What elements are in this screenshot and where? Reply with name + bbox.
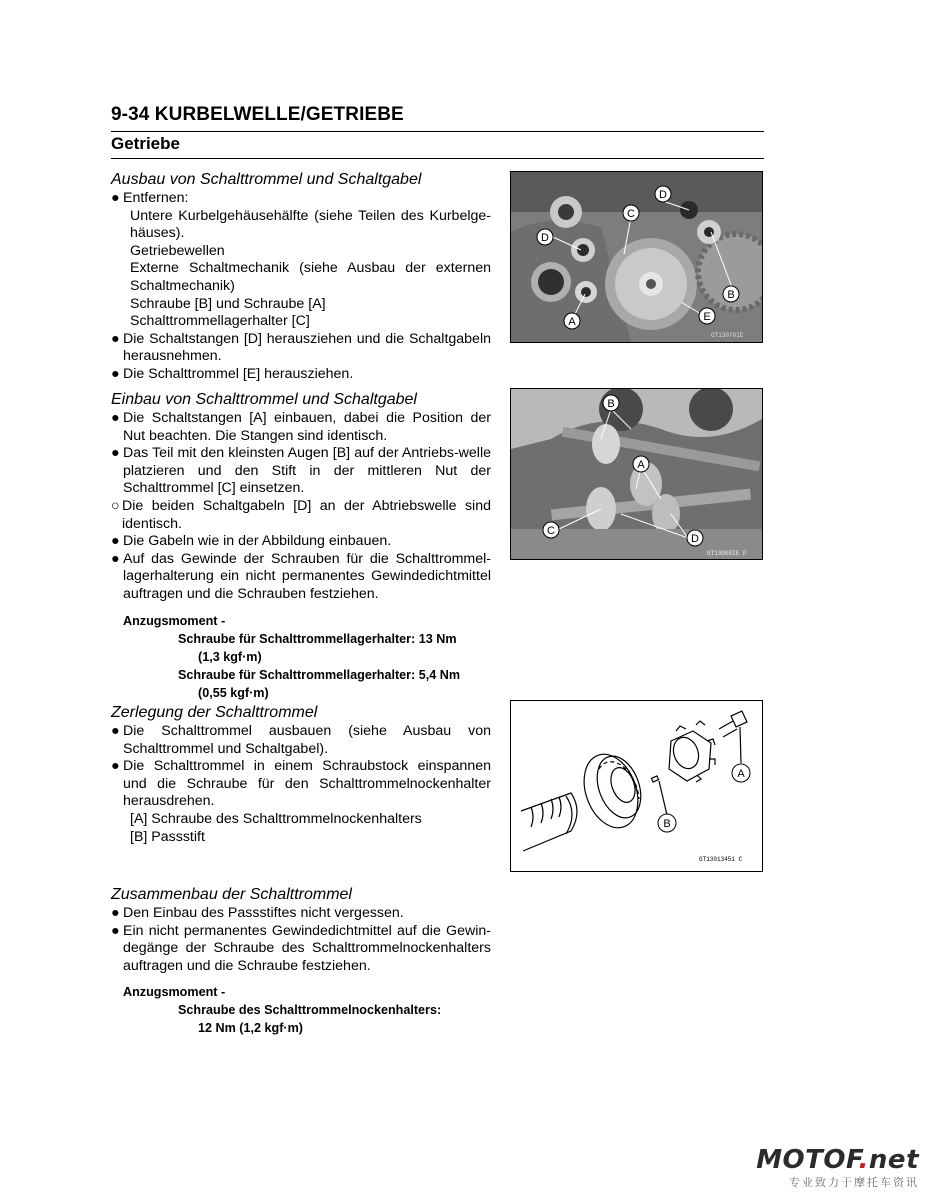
callout-B: B [663,818,671,830]
list-item: ● Die Schaltstangen [D] herausziehen und die Schaltgabeln herausnehmen. [111,330,491,365]
list-item: ● Die Schalttrommel ausbauen (siehe Ausbau von Schalttrommel und Schaltgabel). [111,723,491,757]
figure-code: GT13013451 C [699,856,743,863]
callout-B: B [607,398,615,410]
sub-item: Schraube [B] und Schraube [A] [130,295,326,312]
figure-shift-drum-disassembly [510,700,763,872]
logo-brand: MOTOF.net [756,1145,919,1175]
list-item: ● Die Schaltstangen [A] einbauen, dabei die Position der Nut beachten. Die Stangen sind identisch. [111,410,491,444]
list-item: ● Die Schalttrommel [E] herausziehen. [111,365,354,382]
list-item: ● Die Schalttrommel in einem Schraubstock einspannen und die Schraube für den Schalttrommelnockenhalter herausdrehen. [111,758,491,810]
list-item: ● Entfernen: [111,190,189,206]
sub-item: [B] Passstift [130,828,205,845]
logo-tagline: 专业致力于摩托车资讯 [789,1177,919,1189]
torque-heading: Anzugsmoment - [123,613,226,628]
torque-heading: Anzugsmoment - [123,985,226,1000]
zusammenbau-title: Zusammenbau der Schalttrommel [111,886,352,903]
figure-shift-drum-removal [510,171,763,343]
section-ausbau [111,170,491,384]
list-item: ● Das Teil mit den kleinsten Augen [B] auf der Antriebs-welle platzieren und den Stift in der mittleren Nut der Schalttrommel [C] einsetzen. [111,445,491,497]
callout-D: D [659,189,667,201]
ausbau-title: Ausbau von Schalttrommel und Schaltgabel [111,171,422,188]
list-item: ● Die Gabeln wie in der Abbildung einbauen. [111,533,392,550]
header-rule [111,131,764,132]
list-item: ● Auf das Gewinde der Schrauben für die Schalttrommel-lagerhalterung ein nicht permanentes Gewindedichtmittel auftragen und die Schrauben festziehen. [111,550,491,602]
figure-code: GT13070IE [711,332,744,339]
sub-item: [A] Schraube des Schalttrommelnockenhalters [130,810,422,827]
section-zerlegung [111,703,491,846]
section-zusammenbau [111,885,491,1037]
callout-C: C [627,208,635,220]
callout-A: A [568,316,576,328]
section-title: Getriebe [111,134,180,153]
list-item: ● Den Einbau des Passstiftes nicht vergessen. [111,905,404,921]
einbau-title: Einbau von Schalttrommel und Schaltgabel [111,391,417,408]
page-title: 9-34 KURBELWELLE/GETRIEBE [111,104,404,125]
callout-E: E [703,311,711,323]
section-einbau [111,390,491,702]
sub-item: Untere Kurbelgehäusehälfte (siehe Teilen des Kurbelge-häuses). [130,207,491,242]
figure-code: GT13008IE P [707,550,747,557]
sub-item: Getriebewellen [130,242,225,259]
callout-B: B [727,289,735,301]
torque-spec: Schraube des Schalttrommelnockenhalters: 12 Nm (1,2 kgf·m) [178,1003,442,1036]
callout-D: D [541,232,549,244]
subheader-rule [111,158,764,159]
note-item: ○ Die beiden Schaltgabeln [D] an der Abtriebswelle sind identisch. [111,497,491,532]
list-item: ● Ein nicht permanentes Gewindedichtmittel auf die Gewin-degänge der Schraube des Schalttrommelnockenhalters auftragen und die Schraube festziehen. [111,922,491,974]
sub-item: Schalttrommellagerhalter [C] [130,313,310,330]
sub-item: Externe Schaltmechanik (siehe Ausbau der externen Schaltmechanik) [130,260,491,294]
torque-spec: Schraube für Schalttrommellagerhalter: 13 Nm (1,3 kgf·m) Schraube für Schalttrommellagerhalter: 5,4 Nm (0,55 kgf·m) [178,631,461,700]
callout-A: A [737,768,745,780]
figure-shift-fork-installation [510,388,763,560]
callout-C: C [547,525,555,537]
callout-A: A [637,459,645,471]
watermark-logo [756,1147,919,1190]
callout-D: D [691,533,699,545]
zerlegung-title: Zerlegung der Schalttrommel [111,704,318,721]
